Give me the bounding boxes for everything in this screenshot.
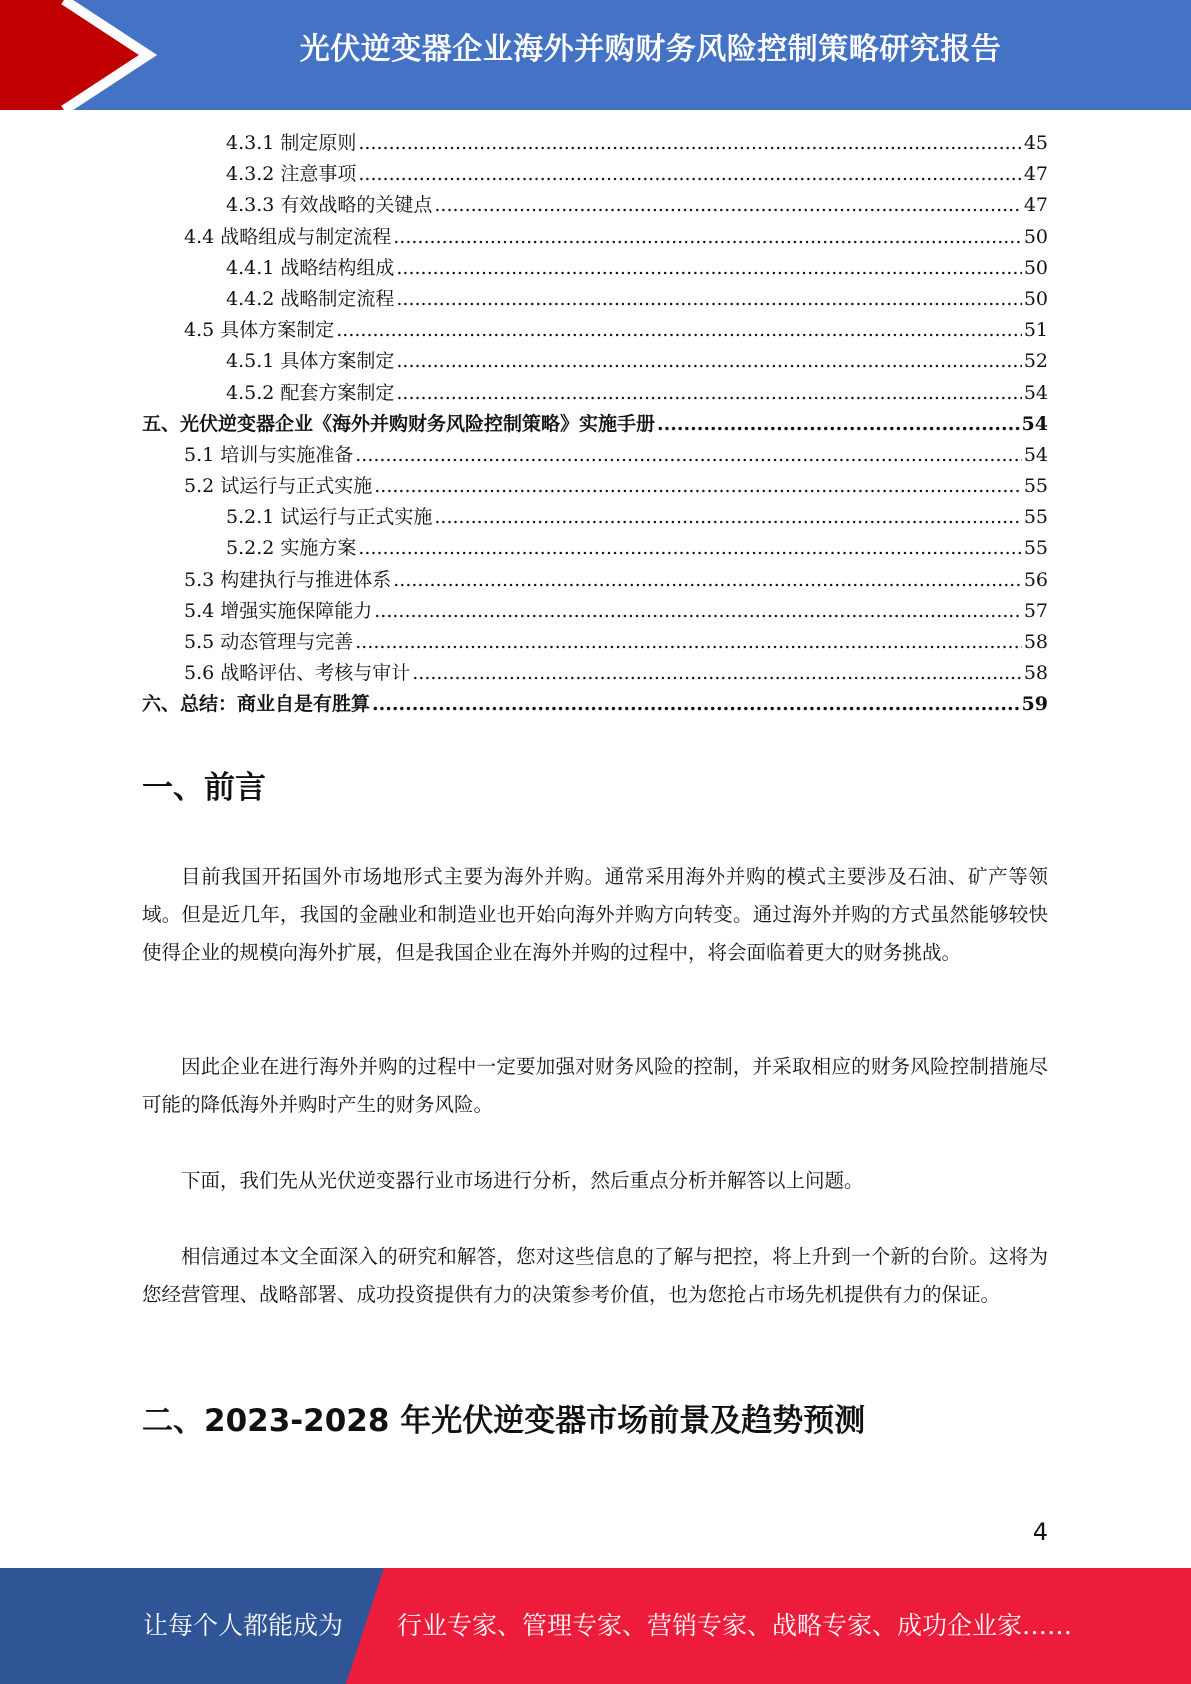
toc-entry[interactable] <box>142 190 1048 221</box>
toc-entry-title: 5.1 培训与实施准备 <box>184 443 354 466</box>
footer-slogan-right: 行业专家、管理专家、营销专家、战略专家、成功企业家…… <box>397 1611 1073 1640</box>
toc-entry[interactable] <box>142 533 1048 564</box>
toc-leader-dots <box>372 689 1020 720</box>
toc-entry-title: 五、光伏逆变器企业《海外并购财务风险控制策略》实施手册 <box>142 412 656 435</box>
toc-leader-dots <box>393 222 1022 253</box>
toc-entry-title: 5.3 构建执行与推进体系 <box>184 568 392 591</box>
toc-entry-page: 58 <box>1023 662 1048 685</box>
toc-entry-title: 4.3.1 制定原则 <box>226 132 357 154</box>
toc-entry-title: 5.2.2 实施方案 <box>226 537 357 560</box>
page-header <box>0 0 1191 110</box>
toc-entry[interactable] <box>142 284 1048 315</box>
toc-leader-dots <box>396 378 1021 409</box>
toc-leader-dots <box>355 627 1022 658</box>
report-title: 光伏逆变器企业海外并购财务风险控制策略研究报告 <box>299 32 1002 67</box>
toc-entry-title: 六、总结：商业自是有胜算 <box>142 693 371 716</box>
toc-entry[interactable] <box>142 346 1048 377</box>
toc-entry-page: 51 <box>1023 319 1048 342</box>
toc-entry-title: 4.4 战略组成与制定流程 <box>184 225 392 248</box>
toc-entry-page: 58 <box>1023 631 1048 653</box>
toc-entry-title: 4.3.2 注意事项 <box>226 163 357 186</box>
toc-entry-title: 5.5 动态管理与完善 <box>184 631 354 653</box>
toc-entry-page: 47 <box>1023 194 1048 217</box>
toc-entry-page: 56 <box>1023 568 1048 591</box>
toc-entry-title: 4.5.2 配套方案制定 <box>226 381 395 404</box>
toc-entry-title: 5.6 战略评估、考核与审计 <box>184 662 411 685</box>
toc-leader-dots <box>358 128 1021 159</box>
toc-entry-page: 55 <box>1023 537 1048 560</box>
toc-leader-dots <box>393 565 1022 596</box>
table-of-contents <box>142 128 1048 721</box>
toc-entry-page: 55 <box>1023 475 1048 498</box>
section-heading-preface: 一、前言 <box>142 770 266 806</box>
toc-entry-title: 4.5 具体方案制定 <box>184 319 335 342</box>
toc-entry-title: 5.4 增强实施保障能力 <box>184 599 373 622</box>
toc-entry-page: 54 <box>1023 381 1048 404</box>
toc-leader-dots <box>396 284 1021 315</box>
toc-entry-page: 50 <box>1023 287 1048 310</box>
toc-leader-dots <box>374 596 1022 627</box>
toc-leader-dots <box>336 315 1022 346</box>
toc-leader-dots <box>396 253 1021 284</box>
toc-entry-page: 52 <box>1023 350 1048 373</box>
toc-entry-title: 4.4.2 战略制定流程 <box>226 287 395 310</box>
toc-entry-page: 50 <box>1023 225 1048 248</box>
toc-entry-title: 5.2 试运行与正式实施 <box>184 475 373 498</box>
toc-entry-title: 4.4.1 战略结构组成 <box>226 256 395 279</box>
toc-entry-title: 4.3.3 有效战略的关键点 <box>226 194 433 217</box>
paragraph: 相信通过本文全面深入的研究和解答，您对这些信息的了解与把控，将上升到一个新的台阶。这将为您经营管理、战略部署、成功投资提供有力的决策参考价值，也为您抢占市场先机提供有力的保证。 <box>142 1245 1048 1306</box>
toc-leader-dots <box>412 658 1022 689</box>
toc-leader-dots <box>358 533 1021 564</box>
page-number: 4 <box>1032 1518 1048 1546</box>
toc-leader-dots <box>396 346 1021 377</box>
page-footer <box>0 1568 1191 1684</box>
toc-entry[interactable] <box>142 658 1048 689</box>
toc-entry[interactable] <box>142 128 1048 159</box>
toc-entry[interactable] <box>142 315 1048 346</box>
paragraph: 因此企业在进行海外并购的过程中一定要加强对财务风险的控制，并采取相应的财务风险控制措施尽可能的降低海外并购时产生的财务风险。 <box>142 1055 1048 1116</box>
footer-slogan-left: 让每个人都能成为 <box>143 1611 344 1640</box>
toc-leader-dots <box>434 502 1021 533</box>
toc-entry[interactable] <box>142 689 1048 720</box>
toc-entry-page: 54 <box>1021 412 1048 435</box>
section-heading-market-forecast: 二、2023-2028 年光伏逆变器市场前景及趋势预测 <box>142 1403 866 1439</box>
toc-entry[interactable] <box>142 409 1048 440</box>
toc-entry[interactable] <box>142 378 1048 409</box>
toc-entry[interactable] <box>142 471 1048 502</box>
toc-entry-page: 55 <box>1023 506 1048 529</box>
toc-entry-page: 47 <box>1023 163 1048 186</box>
toc-entry-title: 5.2.1 试运行与正式实施 <box>226 506 433 529</box>
toc-entry-page: 54 <box>1023 443 1048 466</box>
toc-entry[interactable] <box>142 159 1048 190</box>
toc-entry-title: 4.5.1 具体方案制定 <box>226 350 395 373</box>
toc-entry-page: 57 <box>1023 599 1048 622</box>
toc-entry[interactable] <box>142 596 1048 627</box>
toc-leader-dots <box>434 190 1021 221</box>
toc-entry[interactable] <box>142 222 1048 253</box>
toc-entry[interactable] <box>142 253 1048 284</box>
toc-entry[interactable] <box>142 627 1048 658</box>
toc-leader-dots <box>374 471 1022 502</box>
toc-leader-dots <box>657 409 1020 440</box>
toc-entry[interactable] <box>142 502 1048 533</box>
toc-entry-page: 45 <box>1023 132 1048 154</box>
paragraph: 目前我国开拓国外市场地形式主要为海外并购。通常采用海外并购的模式主要涉及石油、矿产等领域。但是近几年，我国的金融业和制造业也开始向海外并购方向转变。通过海外并购的方式虽然能够较快使得企业的规模向海外扩展，但是我国企业在海外并购的过程中，将会面临着更大的财务挑战。 <box>142 865 1048 964</box>
toc-entry[interactable] <box>142 565 1048 596</box>
toc-entry[interactable] <box>142 440 1048 471</box>
toc-leader-dots <box>358 159 1021 190</box>
toc-entry-page: 50 <box>1023 256 1048 279</box>
paragraph: 下面，我们先从光伏逆变器行业市场进行分析，然后重点分析并解答以上问题。 <box>181 1169 864 1192</box>
toc-entry-page: 59 <box>1021 693 1048 716</box>
toc-leader-dots <box>355 440 1022 471</box>
